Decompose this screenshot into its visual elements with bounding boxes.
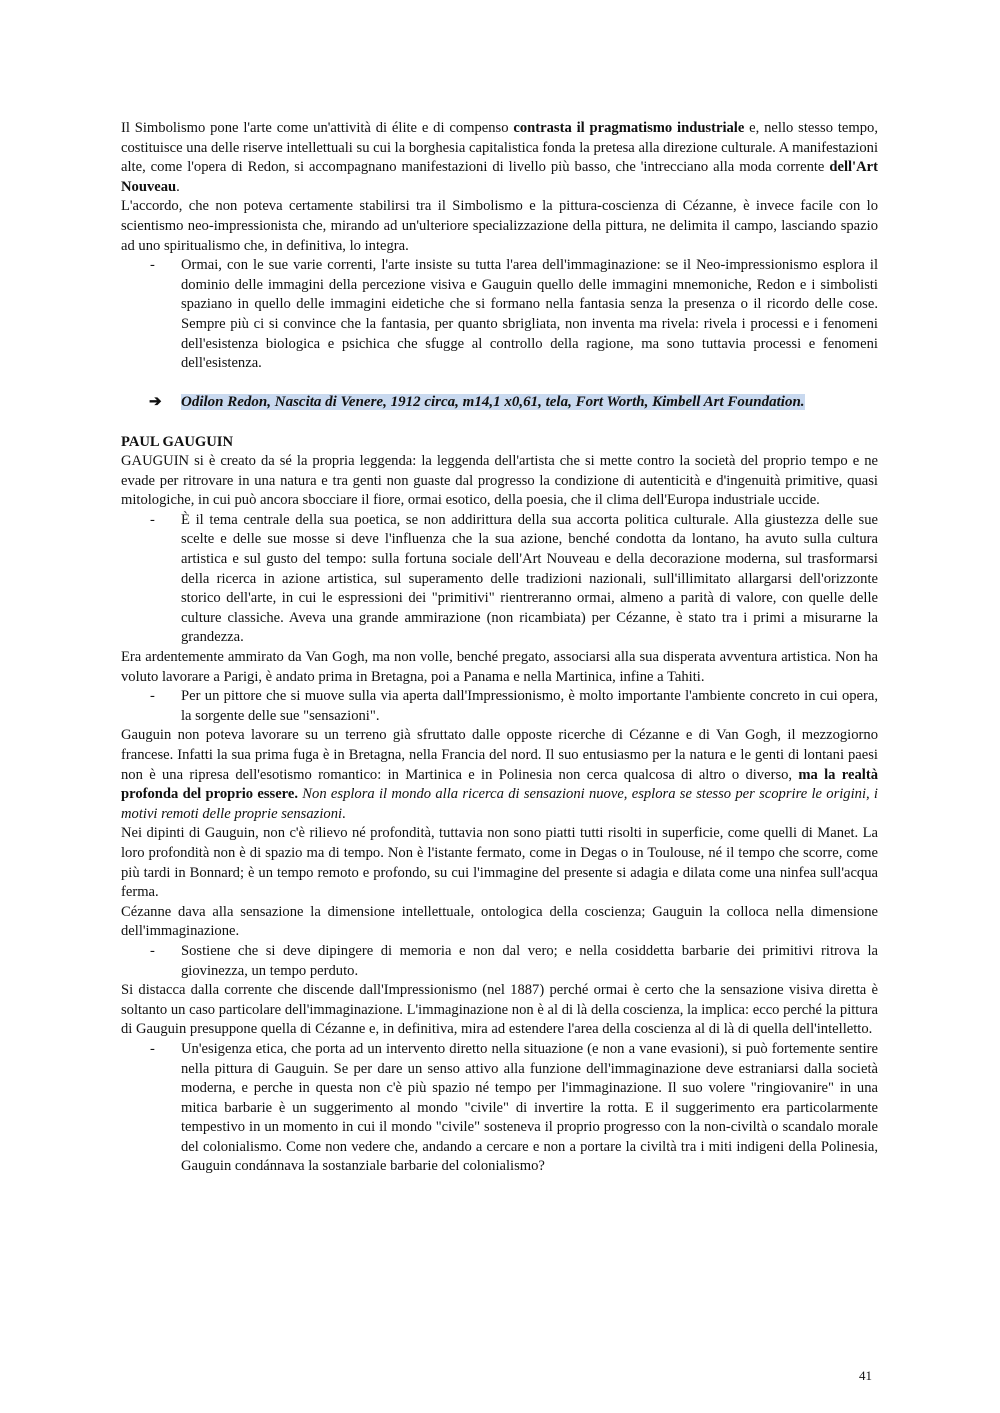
spacer	[121, 374, 878, 394]
bullet-text: Sostiene che si deve dipingere di memoria e non dal vero; e nella cosiddetta barbarie dei primitivi ritrova la giovinezza, un tempo perduto.	[181, 942, 878, 979]
bold-phrase: contrasta il pragmatismo industriale	[513, 120, 745, 136]
bullet-dash: -	[150, 1040, 155, 1057]
bullet-dash: -	[150, 688, 155, 705]
paragraph-van-gogh: Era ardentemente ammirato da Van Gogh, ma non volle, benché pregato, associarsi alla sua disperata avventura artistica. Non ha voluto lavorare a Parigi, è andato prima in Bretagna, poi a Panama e nella Martinica, infine a Tahiti.	[121, 649, 878, 685]
bullet-dash: -	[150, 257, 155, 274]
bold-phrase: dell'Art Nouveau	[121, 159, 878, 195]
bullet-item	[121, 942, 878, 981]
paragraph-text: e, nello stesso tempo, costituisce una delle riserve intellettuali su cui la borghesia capitalistica fonda la pretesa alla direzione culturale. A manifestazioni alte, come l'opera di Redon, si accompagnano manifestazioni di livello più basso, che 'intrecciano alla moda corrente	[121, 120, 878, 176]
bullet-item	[121, 687, 878, 726]
paragraph-text: .	[342, 805, 346, 822]
spacer	[121, 413, 878, 433]
artwork-reference	[121, 393, 878, 413]
bullet-dash: -	[150, 942, 155, 959]
arrow-right-icon: ➔	[149, 394, 162, 411]
paragraph-symbolism-intro	[121, 119, 878, 197]
section-title: PAUL GAUGUIN	[121, 433, 234, 450]
bullet-text: Un'esigenza etica, che porta ad un intervento diretto nella situazione (e non a vane evasioni), si può fortemente sentire nella pittura di Gauguin. Se per dare un senso attivo alla funzione dell'immaginazione deve estraniarsi dalla società moderna, e perche in questa non c'è più spazio né tempo per l'immaginazione. Il suo volere "ringiovanire" in una mitica barbarie è un suggerimento al mondo "civile" di invertire la rotta. E il suggerimento era particolarmente tempestivo in un momento in cui il mondo "civile" sosteneva il proprio progresso con la non-civiltà o scandalo morale del colonialismo. Come non vedere che, andando a cercare e non a portare la civiltà tra i miti indigeni della Polinesia, Gauguin condánnava la sostanziale barbarie del colonialismo?	[181, 1040, 878, 1175]
paragraph-text: Il Simbolismo pone l'arte come un'attività di élite e di compenso	[121, 120, 514, 136]
paragraph-text: Gauguin non poteva lavorare su un terreno già sfruttato dalle opposte ricerche di Cézanne e di Van Gogh, il mezzogiorno francese. Infatti la sua prima fuga è in Bretagna, nella Francia del nord. Il suo entusiasmo per la natura e le genti di lontani paesi non è una ripresa dell'esotismo romantico: in Martinica e in Polinesia non cerca qualcosa di altro o diverso,	[121, 727, 878, 783]
bullet-text: Per un pittore che si muove sulla via aperta dall'Impressionismo, è molto importante l'ambiente concreto in cui opera, la sorgente delle sue "sensazioni".	[181, 688, 878, 724]
artwork-caption: Odilon Redon, Nascita di Venere, 1912 circa, m14,1 x0,61, tela, Fort Worth, Kimbell Art Foundation.	[181, 394, 805, 411]
bullet-text: Ormai, con le sue varie correnti, l'arte insiste su tutta l'area dell'immaginazione: se il Neo-impressionismo esplora il dominio delle immagini della percezione visiva e Gauguin quello delle immagini mnemoniche, Redon e i simbolisti spaziano in quello delle immagini eidetiche che si formano nella fantasia senza la presenza o il ricordo delle cose. Sempre più ci si convince che la fantasia, per quanto sbrigliata, non inventa ma rivela: rivela i processi e i fenomeni dell'esistenza biologica e psichica che sfugge al controllo della ragione, ma sono tuttavia processi e fenomeni dell'esistenza.	[181, 257, 878, 372]
page-content	[121, 119, 878, 1177]
page-number: 41	[859, 1368, 872, 1383]
paragraph-brittany	[121, 726, 878, 824]
paragraph-cezanne: Cézanne dava alla sensazione la dimensione intellettuale, ontologica della coscienza; Gauguin la colloca nella dimensione dell'immaginazione.	[121, 903, 878, 940]
bullet-dash: -	[150, 511, 155, 528]
paragraph-gauguin-legend: GAUGUIN si è creato da sé la propria leggenda: la leggenda dell'artista che si mette contro la società del proprio tempo e ne evade per ritrovare in una natura e tra genti non guaste dal progresso la condizione di autenticità e d'ingenuità primitive, quasi mitologiche, in cui può ancora sbocciare il fiore, ormai esotico, della poesia, che il clima dell'Europa industriale uccide.	[121, 453, 878, 509]
bullet-item	[121, 511, 878, 648]
bullet-text: È il tema centrale della sua poetica, se non addirittura della sua accorta politica culturale. Alla giustezza delle sue scelte e delle sue mosse si deve l'influenza che la sua azione, benché condotta da lontano, ha avuto sulla cultura artistica e sul gusto del tempo: sulla fortuna sociale dell'Art Nouveau e della decorazione moderna, sul trasformarsi della ricerca in azione artistica, sul superamento delle tradizioni nazionali, sull'illimitato allargarsi dell'orizzonte storico dell'arte, in cui le espressioni dei "primitivi" rientreranno ormai, almeno a parità di valore, con quelle delle culture classiche. Aveva una grande ammirazione (non ricambiata) per Cézanne, è stato tra i primi a misurarne la grandezza.	[181, 511, 878, 646]
paragraph-accord: L'accordo, che non poteva certamente stabilirsi tra il Simbolismo e la pittura-coscienza di Cézanne, è invece facile con lo scientismo neo-impressionista che, mirando ad un'ulteriore specializzazione della pittura, ne delimita il campo, lasciando spazio ad uno spiritualismo che, in definitiva, lo integra.	[121, 198, 878, 254]
paragraph-text: .	[176, 178, 180, 195]
bold-phrase: ma la realtà profonda del proprio essere.	[121, 766, 878, 803]
italic-phrase: Non esplora il mondo alla ricerca di sensazioni nuove, esplora se stesso per scoprire le origini, i motivi remoti delle proprie sensazioni	[121, 786, 878, 822]
bullet-item	[121, 1040, 878, 1177]
paragraph-depth: Nei dipinti di Gauguin, non c'è rilievo né profondità, tuttavia non sono piatti tutti risolti in superficie, come quelli di Manet. La loro profondità non è di spazio ma di tempo. Non è l'istante fermato, come in Degas o in Toulouse, né il tempo che scorre, come più tardi in Bonnard; è un tempo remoto e profondo, su cui l'immagine del presente si adagia e dilata come una ninfea sull'acqua ferma.	[121, 825, 878, 901]
paragraph-impressionism: Si distacca dalla corrente che discende dall'Impressionismo (nel 1887) perché ormai è certo che la sensazione visiva diretta è soltanto un caso particolare dell'immaginazione. L'immaginazione non è al di là della coscienza, la implica: ecco perché la pittura di Gauguin presuppone quella di Cézanne e, in definitiva, mira ad estendere l'area della coscienza al di là di quella dell'intelletto.	[121, 982, 878, 1038]
bullet-item	[121, 256, 878, 374]
